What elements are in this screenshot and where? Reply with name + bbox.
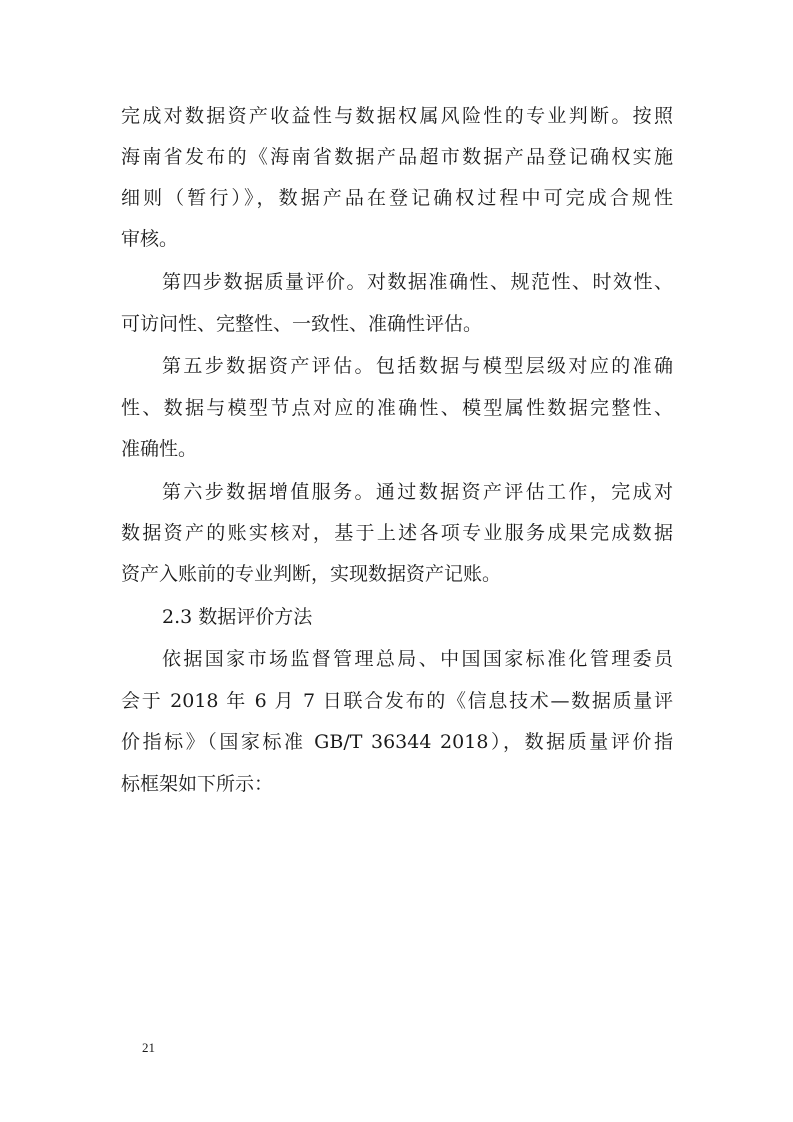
paragraph-line: 细则（暂行）》，数据产品在登记确权过程中可完成合规性 [121, 187, 673, 209]
paragraph-line: 价指标》（国家标准 GB/T 36344 2018），数据质量评价指 [121, 731, 673, 753]
paragraph-line: 依据国家市场监督管理总局、中国国家标准化管理委员 [162, 648, 673, 670]
section-heading: 2.3 数据评价方法 [162, 606, 313, 628]
paragraph-line: 会于 2018 年 6 月 7 日联合发布的《信息技术—数据质量评 [121, 690, 673, 712]
paragraph-line: 数据资产的账实核对，基于上述各项专业服务成果完成数据 [121, 522, 673, 544]
paragraph-line: 海南省发布的《海南省数据产品超市数据产品登记确权实施 [121, 146, 673, 168]
paragraph-line: 资产入账前的专业判断，实现数据资产记账。 [121, 563, 502, 585]
paragraph-line: 第五步数据资产评估。包括数据与模型层级对应的准确 [162, 355, 673, 377]
page-number: 21 [142, 1040, 155, 1055]
paragraph-line: 性、数据与模型节点对应的准确性、模型属性数据完整性、 [121, 397, 673, 419]
paragraph-line: 第六步数据增值服务。通过数据资产评估工作，完成对 [162, 481, 673, 503]
paragraph-line: 审核。 [121, 228, 179, 250]
paragraph-line: 完成对数据资产收益性与数据权属风险性的专业判断。按照 [121, 105, 673, 127]
paragraph-line: 可访问性、完整性、一致性、准确性评估。 [121, 313, 483, 335]
paragraph-line: 准确性。 [121, 438, 198, 460]
paragraph-line: 第四步数据质量评价。对数据准确性、规范性、时效性、 [162, 271, 673, 293]
paragraph-line: 标框架如下所示： [121, 773, 274, 795]
